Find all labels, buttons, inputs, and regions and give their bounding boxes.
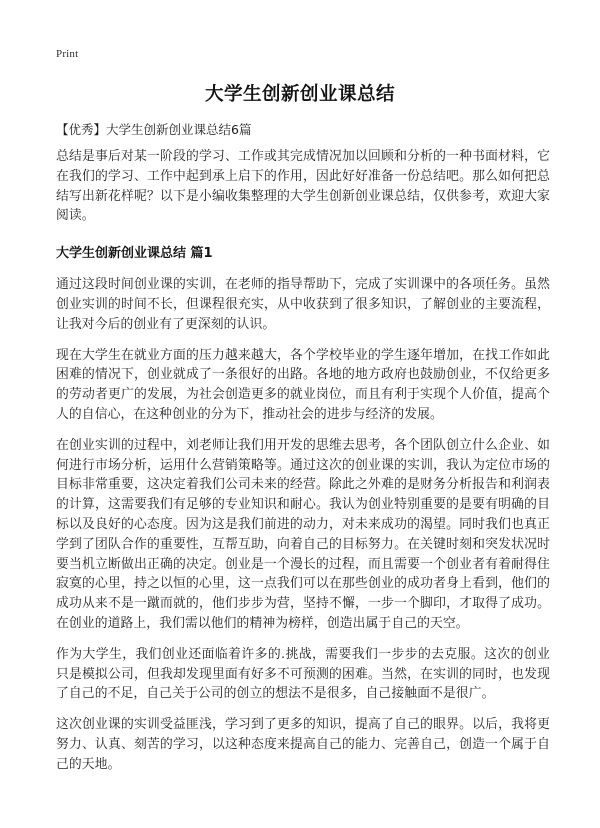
body-paragraph-4: 作为大学生，我们创业还面临着许多的.挑战，需要我们一步步的去克服。这次的创业只是模拟公司，但我却发现里面有好多不可预测的困难。当然，在实训的同时，也发现了自己的不足，自己关于公司的创立的想法不是很多，自己接触面不是很广。	[56, 646, 550, 702]
body-paragraph-5: 这次创业课的实训受益匪浅，学习到了更多的知识，提高了自己的眼界。以后，我将更努力、认真、刻苦的学习，以这种态度来提高自己的能力、完善自己，创造一个属于自己的天地。	[56, 717, 550, 772]
page-title: 大学生创新创业课总结	[204, 84, 395, 105]
body-paragraph-2: 现在大学生在就业方面的压力越来越大，各个学校毕业的学生逐年增加，在找工作如此困难的情况下，创业就成了一条很好的出路。各地的地方政府也鼓励创业，不仅给更多的劳动者更广的发展，为社会创造更多的就业岗位，而且有利于实现个人价值，提高个人的自信心，在这种创业的分为下，推动社会的进步与经济的发展。	[56, 347, 550, 422]
body-paragraph-3: 在创业实训的过程中，刘老师让我们用开发的思维去思考，各个团队创立什么企业、如何进行市场分析，运用什么营销策略等。通过这次的创业课的实训，我认为定位市场的目标非常重要，这决定着我们公司未来的经营。除此之外难的是财务分析报告和利润表的计算，这需要我们有足够的专业知识和耐心。我认为创业特别重要的是要有明确的目标以及良好的心态度。因为这是我们前进的动力，对未来成功的渴望。同时我们也真正学到了团队合作的重要性，互帮互助，向着自己的目标努力。在关键时刻和突发状况时要当机立断做出正确的决定。创业是一个漫长的过程，而且需要一个创业者有着耐得住寂寞的心里，持之以恒的心里，这一点我们可以在那些创业的成功者身上看到，他们的成功从来不是一蹴而就的，他们步步为营，坚持不懈，一步一个脚印，才取得了成功。在创业的道路上，我们需以他们的精神为榜样，创造出属于自己的天空。	[56, 437, 550, 631]
document-body	[56, 147, 550, 786]
document-subtitle: 【优秀】大学生创新创业课总结6篇	[56, 122, 252, 137]
body-paragraph-1: 通过这段时间创业课的实训，在老师的指导帮助下，完成了实训课中的各项任务。虽然创业实训的时间不长，但课程很充实，从中收获到了很多知识，了解创业的主要流程，让我对今后的创业有了更深刻的认识。	[56, 277, 550, 332]
section-heading: 大学生创新创业课总结 篇1	[56, 246, 213, 262]
print-link[interactable]: Print	[56, 48, 79, 60]
intro-paragraph: 总结是事后对某一阶段的学习、工作或其完成情况加以回顾和分析的一种书面材料，它在我们的学习、工作中起到承上启下的作用，因此好好准备一份总结吧。那么如何把总结写出新花样呢？以下是小编收集整理的大学生创新创业课总结，仅供参考，欢迎大家阅读。	[56, 149, 550, 224]
